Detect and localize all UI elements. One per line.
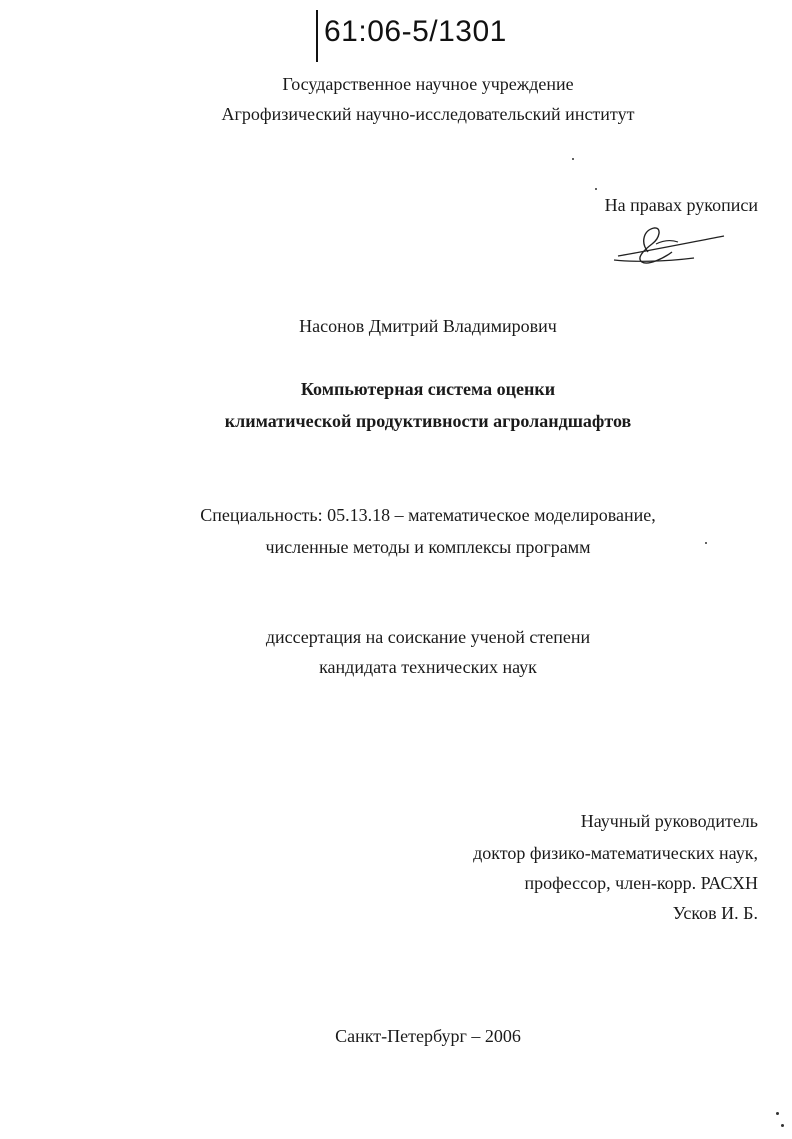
- city-year: Санкт-Петербург – 2006: [335, 1026, 521, 1046]
- handwritten-signature-icon: [612, 222, 732, 272]
- manuscript-note: На правах рукописи: [604, 195, 758, 215]
- scan-speck: [595, 188, 597, 190]
- institution-line-2: Агрофизический научно-исследовательский институт: [221, 104, 635, 124]
- title-line-2: климатической продуктивности агроландшафтов: [224, 411, 632, 431]
- degree-line-1: диссертация на соискание ученой степени: [265, 627, 591, 647]
- scan-speck: [781, 1124, 784, 1127]
- title-line-1: Компьютерная система оценки: [300, 379, 556, 399]
- scan-speck: [572, 158, 574, 160]
- institution-line-1: Государственное научное учреждение: [282, 74, 574, 94]
- supervisor-title: профессор, член-корр. РАСХН: [524, 873, 758, 893]
- stamp-divider: [316, 10, 318, 62]
- scan-speck: [705, 542, 707, 544]
- specialty-line-1: Специальность: 05.13.18 – математическое моделирование,: [200, 505, 656, 525]
- catalogue-code: 61:06-5/1301: [324, 15, 507, 48]
- supervisor-role: Научный руководитель: [580, 811, 758, 831]
- specialty-line-2: численные методы и комплексы программ: [265, 537, 591, 557]
- degree-line-2: кандидата технических наук: [319, 657, 537, 677]
- scan-speck: [776, 1112, 779, 1115]
- author-name: Насонов Дмитрий Владимирович: [299, 316, 557, 336]
- supervisor-name: Усков И. Б.: [672, 903, 758, 923]
- supervisor-degree: доктор физико-математических наук,: [473, 843, 758, 863]
